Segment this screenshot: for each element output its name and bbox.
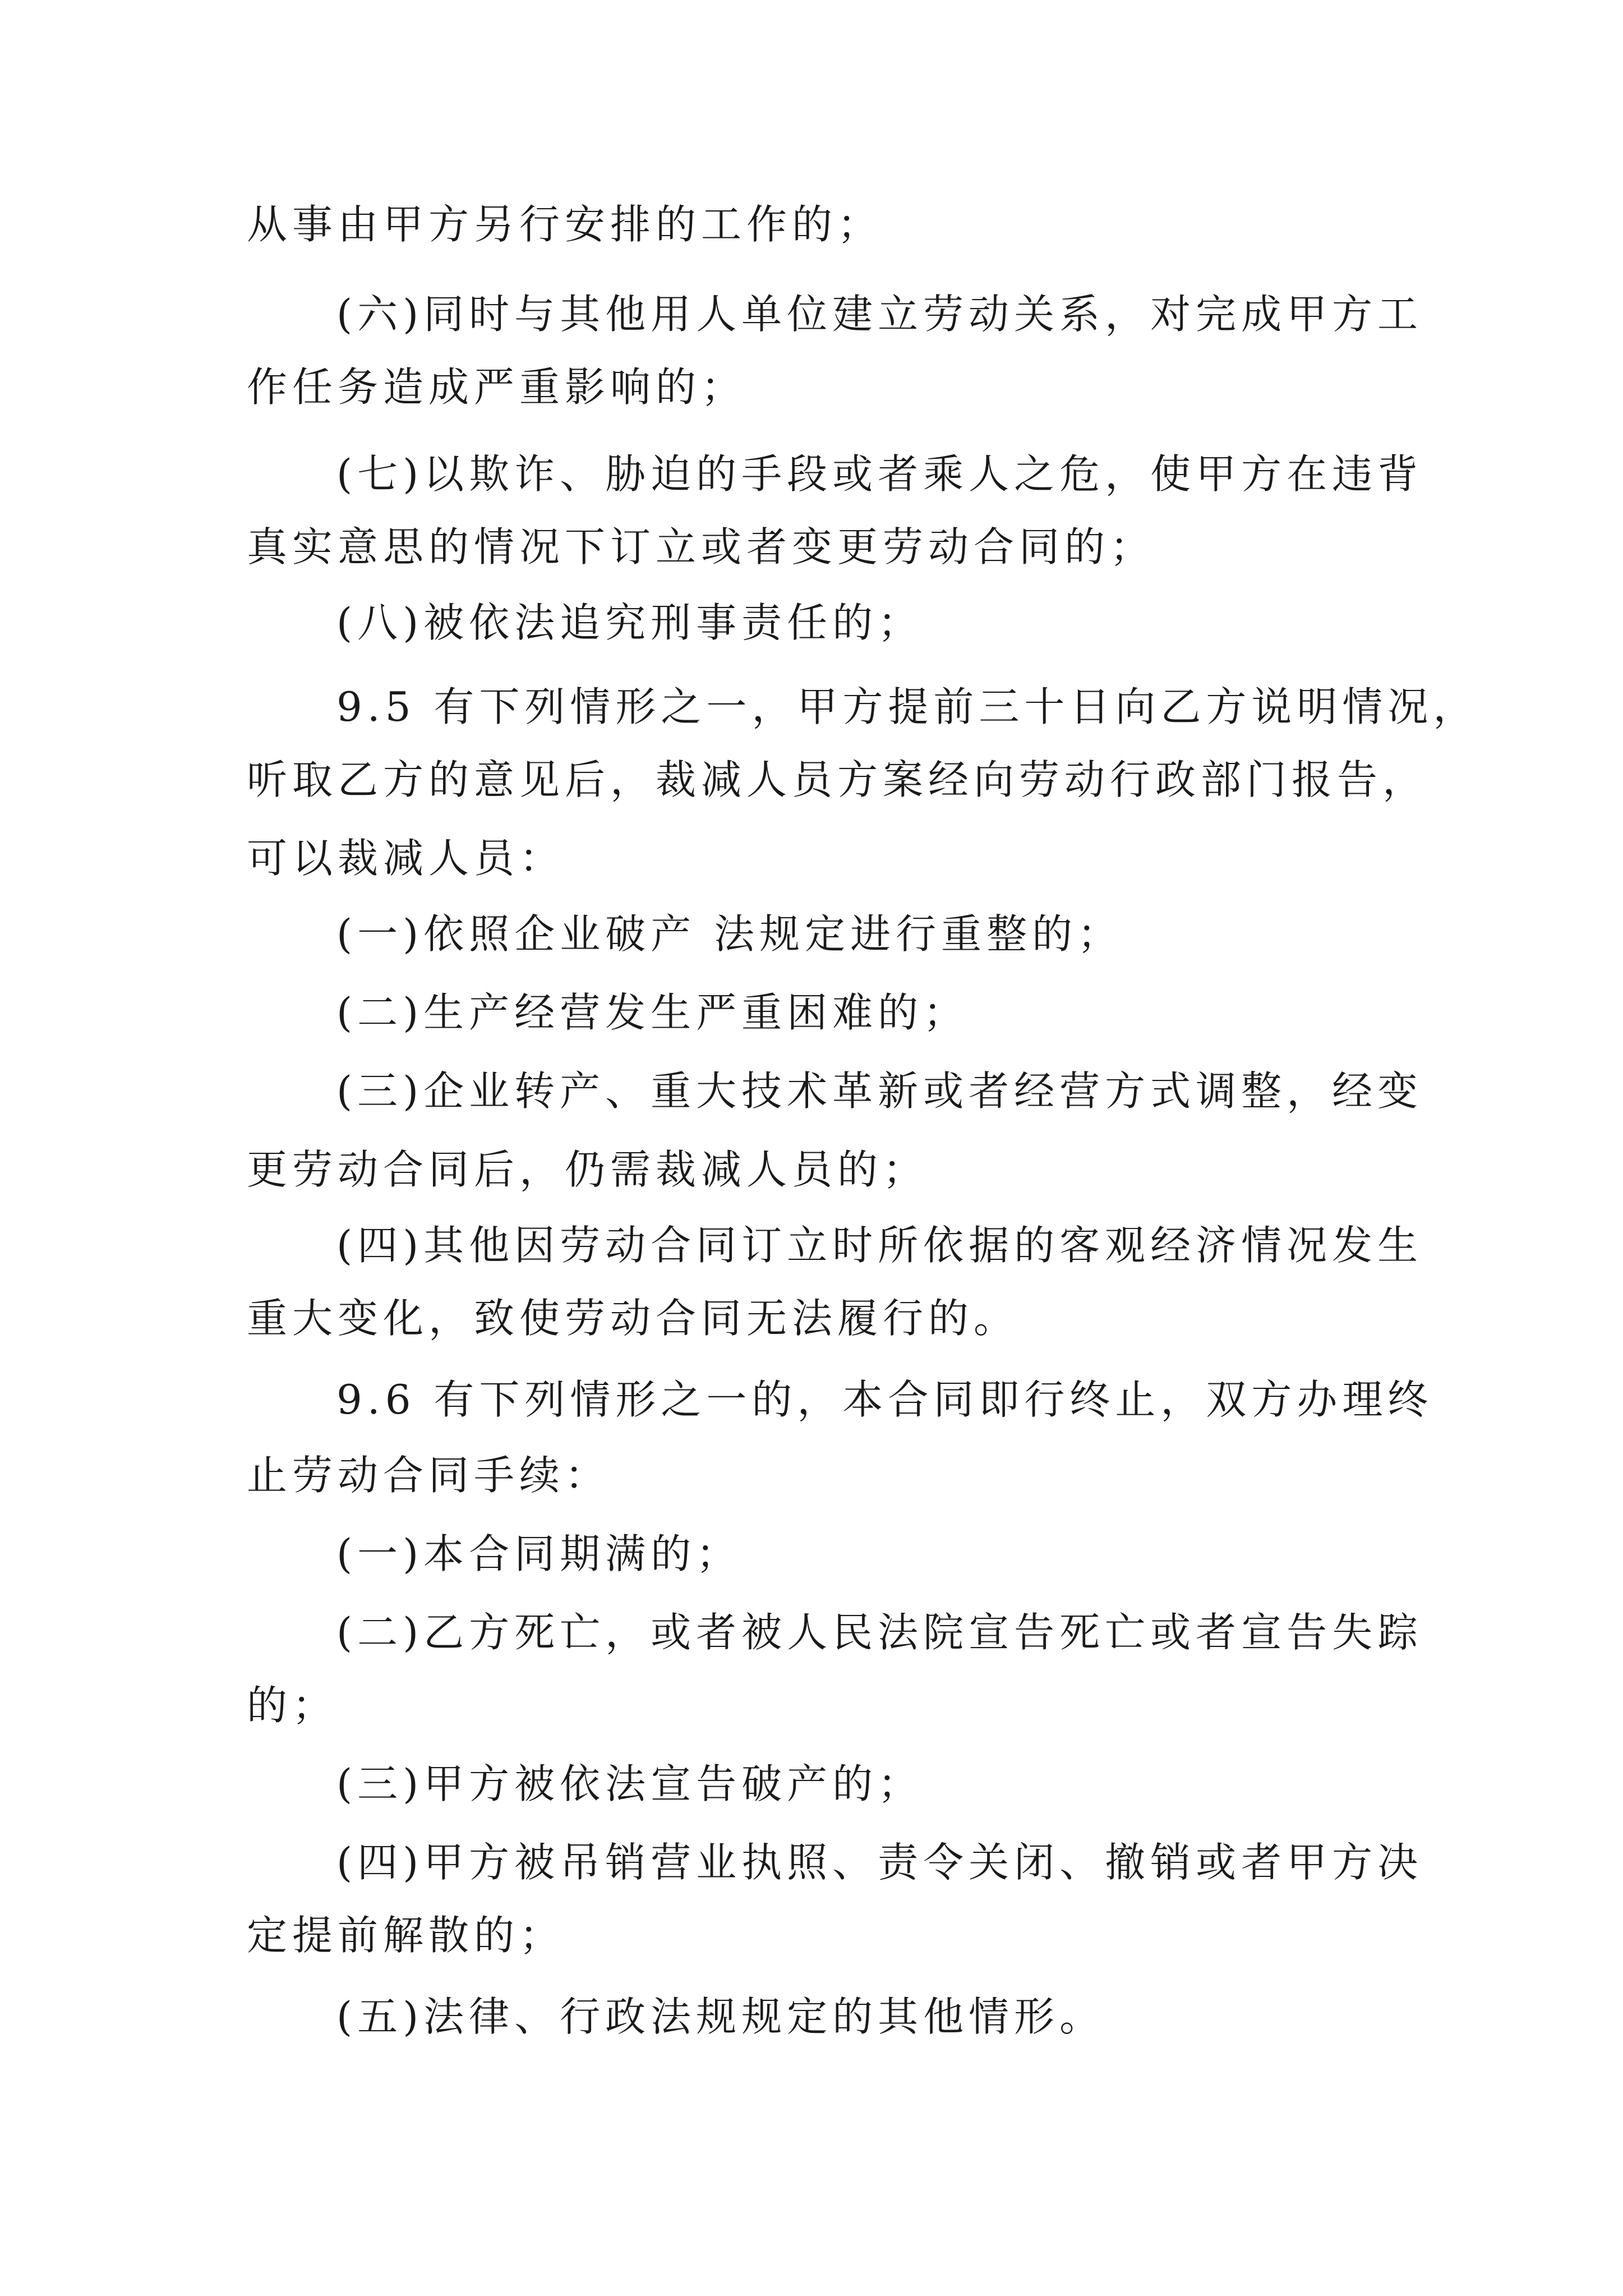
clause-item-three: (三)企业转产、重大技术革新或者经营方式调整，经变 — [336, 1068, 1423, 1115]
clause-item-three: (三)甲方被依法宣告破产的； — [336, 1760, 924, 1807]
clause-item-one: (一)依照企业破产 法规定进行重整的； — [336, 910, 1123, 958]
clause-item-one: (一)本合同期满的； — [336, 1530, 742, 1577]
text-line-continuation: 从事由甲方另行安排的工作的； — [247, 201, 883, 248]
text-line-continuation: 的； — [247, 1682, 338, 1729]
clause-item-seven: (七)以欺诈、胁迫的手段或者乘人之危，使甲方在违背 — [336, 450, 1423, 498]
clause-item-two: (二)生产经营发生严重困难的； — [336, 989, 969, 1036]
text-line-continuation: 作任务造成严重影响的； — [247, 364, 747, 411]
clause-item-four: (四)甲方被吊销营业执照、责令关闭、撤销或者甲方决 — [336, 1839, 1423, 1886]
text-line-continuation: 真实意思的情况下订立或者变更劳动合同的； — [247, 523, 1156, 570]
text-line-continuation: 可以裁减人员： — [247, 835, 565, 882]
clause-item-four: (四)其他因劳动合同订立时所依据的客观经济情况发生 — [336, 1222, 1423, 1269]
section-9-5: 9.5 有下列情形之一，甲方提前三十日向乙方说明情况， — [336, 683, 1479, 730]
section-9-6: 9.6 有下列情形之一的，本合同即行终止，双方办理终 — [336, 1376, 1433, 1423]
text-line-continuation: 定提前解散的； — [247, 1912, 565, 1959]
text-line-continuation: 重大变化，致使劳动合同无法履行的。 — [247, 1295, 1020, 1342]
text-line-continuation: 更劳动合同后，仍需裁减人员的； — [247, 1146, 929, 1193]
clause-item-two: (二)乙方死亡，或者被人民法院宣告死亡或者宣告失踪 — [336, 1609, 1423, 1656]
text-line-continuation: 止劳动合同手续： — [247, 1452, 611, 1499]
clause-item-six: (六)同时与其他用人单位建立劳动关系，对完成甲方工 — [336, 291, 1423, 338]
clause-item-five: (五)法律、行政法规规定的其他情形。 — [336, 1993, 1105, 2040]
text-line-continuation: 听取乙方的意见后，裁减人员方案经向劳动行政部门报告， — [247, 756, 1428, 803]
clause-item-eight: (八)被依法追究刑事责任的； — [336, 599, 924, 646]
